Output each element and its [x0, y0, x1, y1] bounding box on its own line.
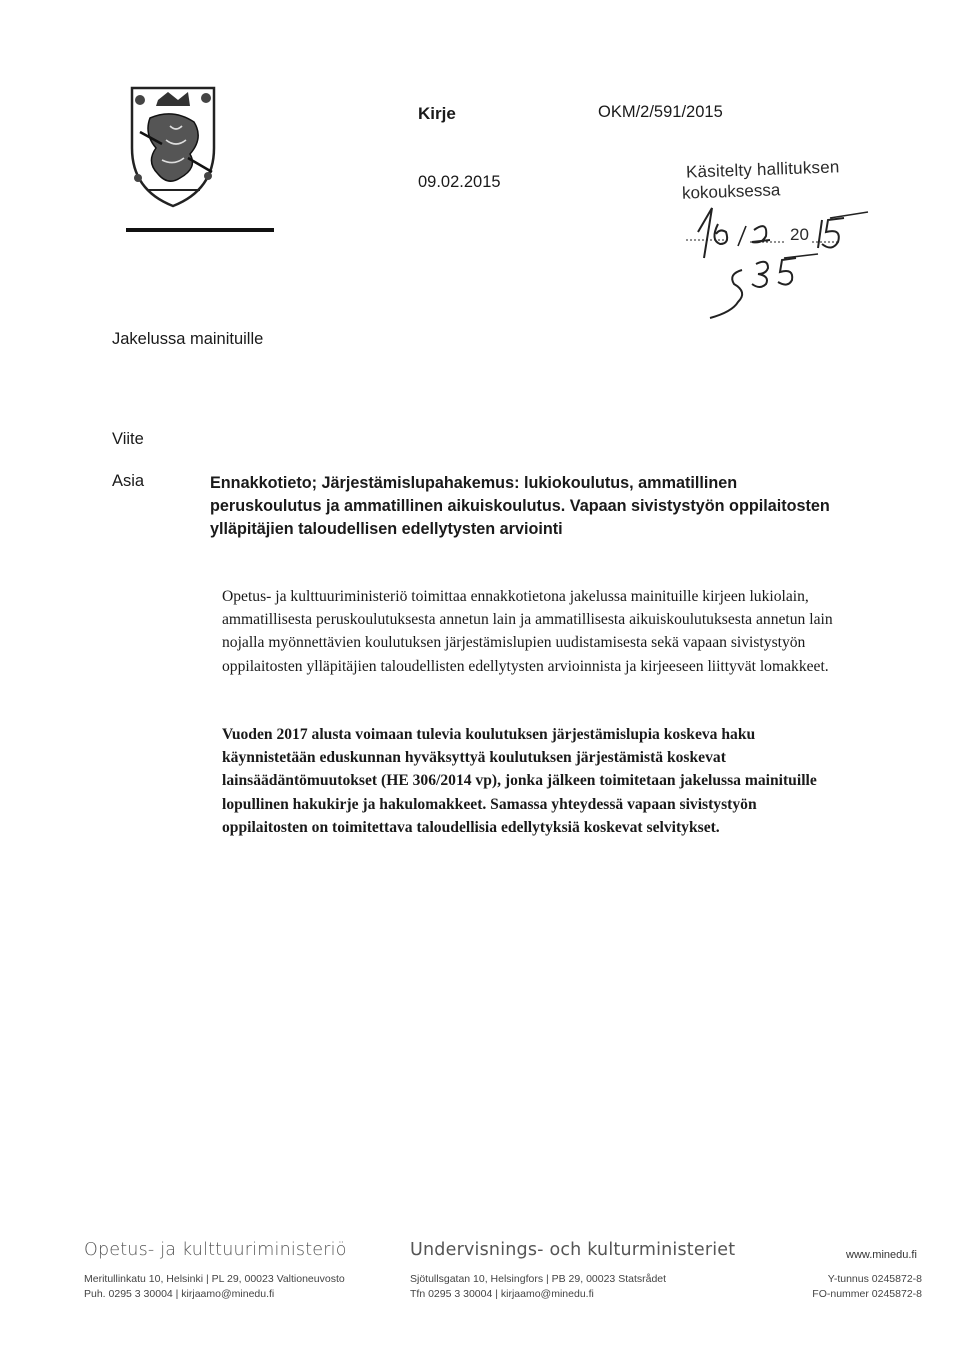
- footer-contact-fi: [84, 1272, 345, 1302]
- footer-phone-sv: Tfn 0295 3 30004 | kirjaamo@minedu.fi: [410, 1288, 594, 1300]
- footer-ministry-name-fi: Opetus- ja kulttuuriministeriö: [84, 1240, 347, 1260]
- handwritten-date-signature: [672, 160, 892, 330]
- stamp-text-line1: Käsitelty hallituksen: [685, 157, 840, 182]
- document-type: Kirje: [418, 104, 456, 123]
- document-date: 09.02.2015: [418, 173, 501, 191]
- subject-text: Ennakkotieto; Järjestämislupahakemus: lukiokoulutus, ammatillinen peruskoulutus ja ammatillinen aikuiskoulutus. Vapaan sivistystyön oppilaitosten ylläpitäjien taloudellisen edellytysten arviointi: [210, 474, 830, 538]
- footer-website: www.minedu.fi: [846, 1249, 917, 1261]
- footer-business-ids: [790, 1272, 922, 1302]
- recipient-line: Jakelussa mainituille: [112, 330, 264, 348]
- subject-label: Asia: [112, 472, 145, 490]
- body-paragraph-2: Vuoden 2017 alusta voimaan tulevia koulutuksen järjestämislupia koskeva haku käynnistetään eduskunnan hyväksyttyä koulutuksen järjestämistä koskevat lainsäädäntömuutokset (HE 306/2014 vp), jonka jälkeen toimitetaan jakelussa mainituille lopullinen hakukirje ja hakulomakkeet. Samassa yhteydessä vapaan sivistystyön oppilaitosten on toimitettava taloudellisia edellytyksiä koskevat selvitykset.: [222, 726, 817, 836]
- footer-address-fi: Meritullinkatu 10, Helsinki | PL 29, 00023 Valtioneuvosto: [84, 1273, 345, 1285]
- reference-label: Viite: [112, 430, 144, 448]
- footer-address-sv: Sjötullsgatan 10, Helsingfors | PB 29, 00023 Statsrådet: [410, 1273, 667, 1285]
- stamp-year-prefix: 20: [790, 225, 809, 244]
- document-reference-number: OKM/2/591/2015: [598, 103, 723, 121]
- footer-business-id-fi: Y-tunnus 0245872-8: [827, 1273, 922, 1285]
- coat-of-arms-emblem: [118, 78, 228, 213]
- body-paragraph-1: Opetus- ja kulttuuriministeriö toimittaa ennakkotietona jakelussa mainituille kirjeen lukiolain, ammatillisesta peruskoulutuksesta annetun lain ja ammatillisesta aikuiskoulutuksesta annetun lain nojalla myönnettävien koulutuksen järjestämislupien uudistamisesta sekä vapaan sivistystyön oppilaitosten ylläpitäjien taloudellisten edellytysten arvioinnista ja kirjeeseen liittyvät lomakkeet.: [222, 588, 833, 675]
- stamp-text-line2: kokouksessa: [681, 180, 781, 203]
- footer-contact-sv: [410, 1272, 666, 1302]
- emblem-underline: [126, 228, 274, 232]
- footer-ministry-name-sv: Undervisnings- och kulturministeriet: [410, 1240, 736, 1260]
- footer-business-id-sv: FO-nummer 0245872-8: [812, 1288, 922, 1300]
- footer-phone-fi: Puh. 0295 3 30004 | kirjaamo@minedu.fi: [84, 1288, 275, 1300]
